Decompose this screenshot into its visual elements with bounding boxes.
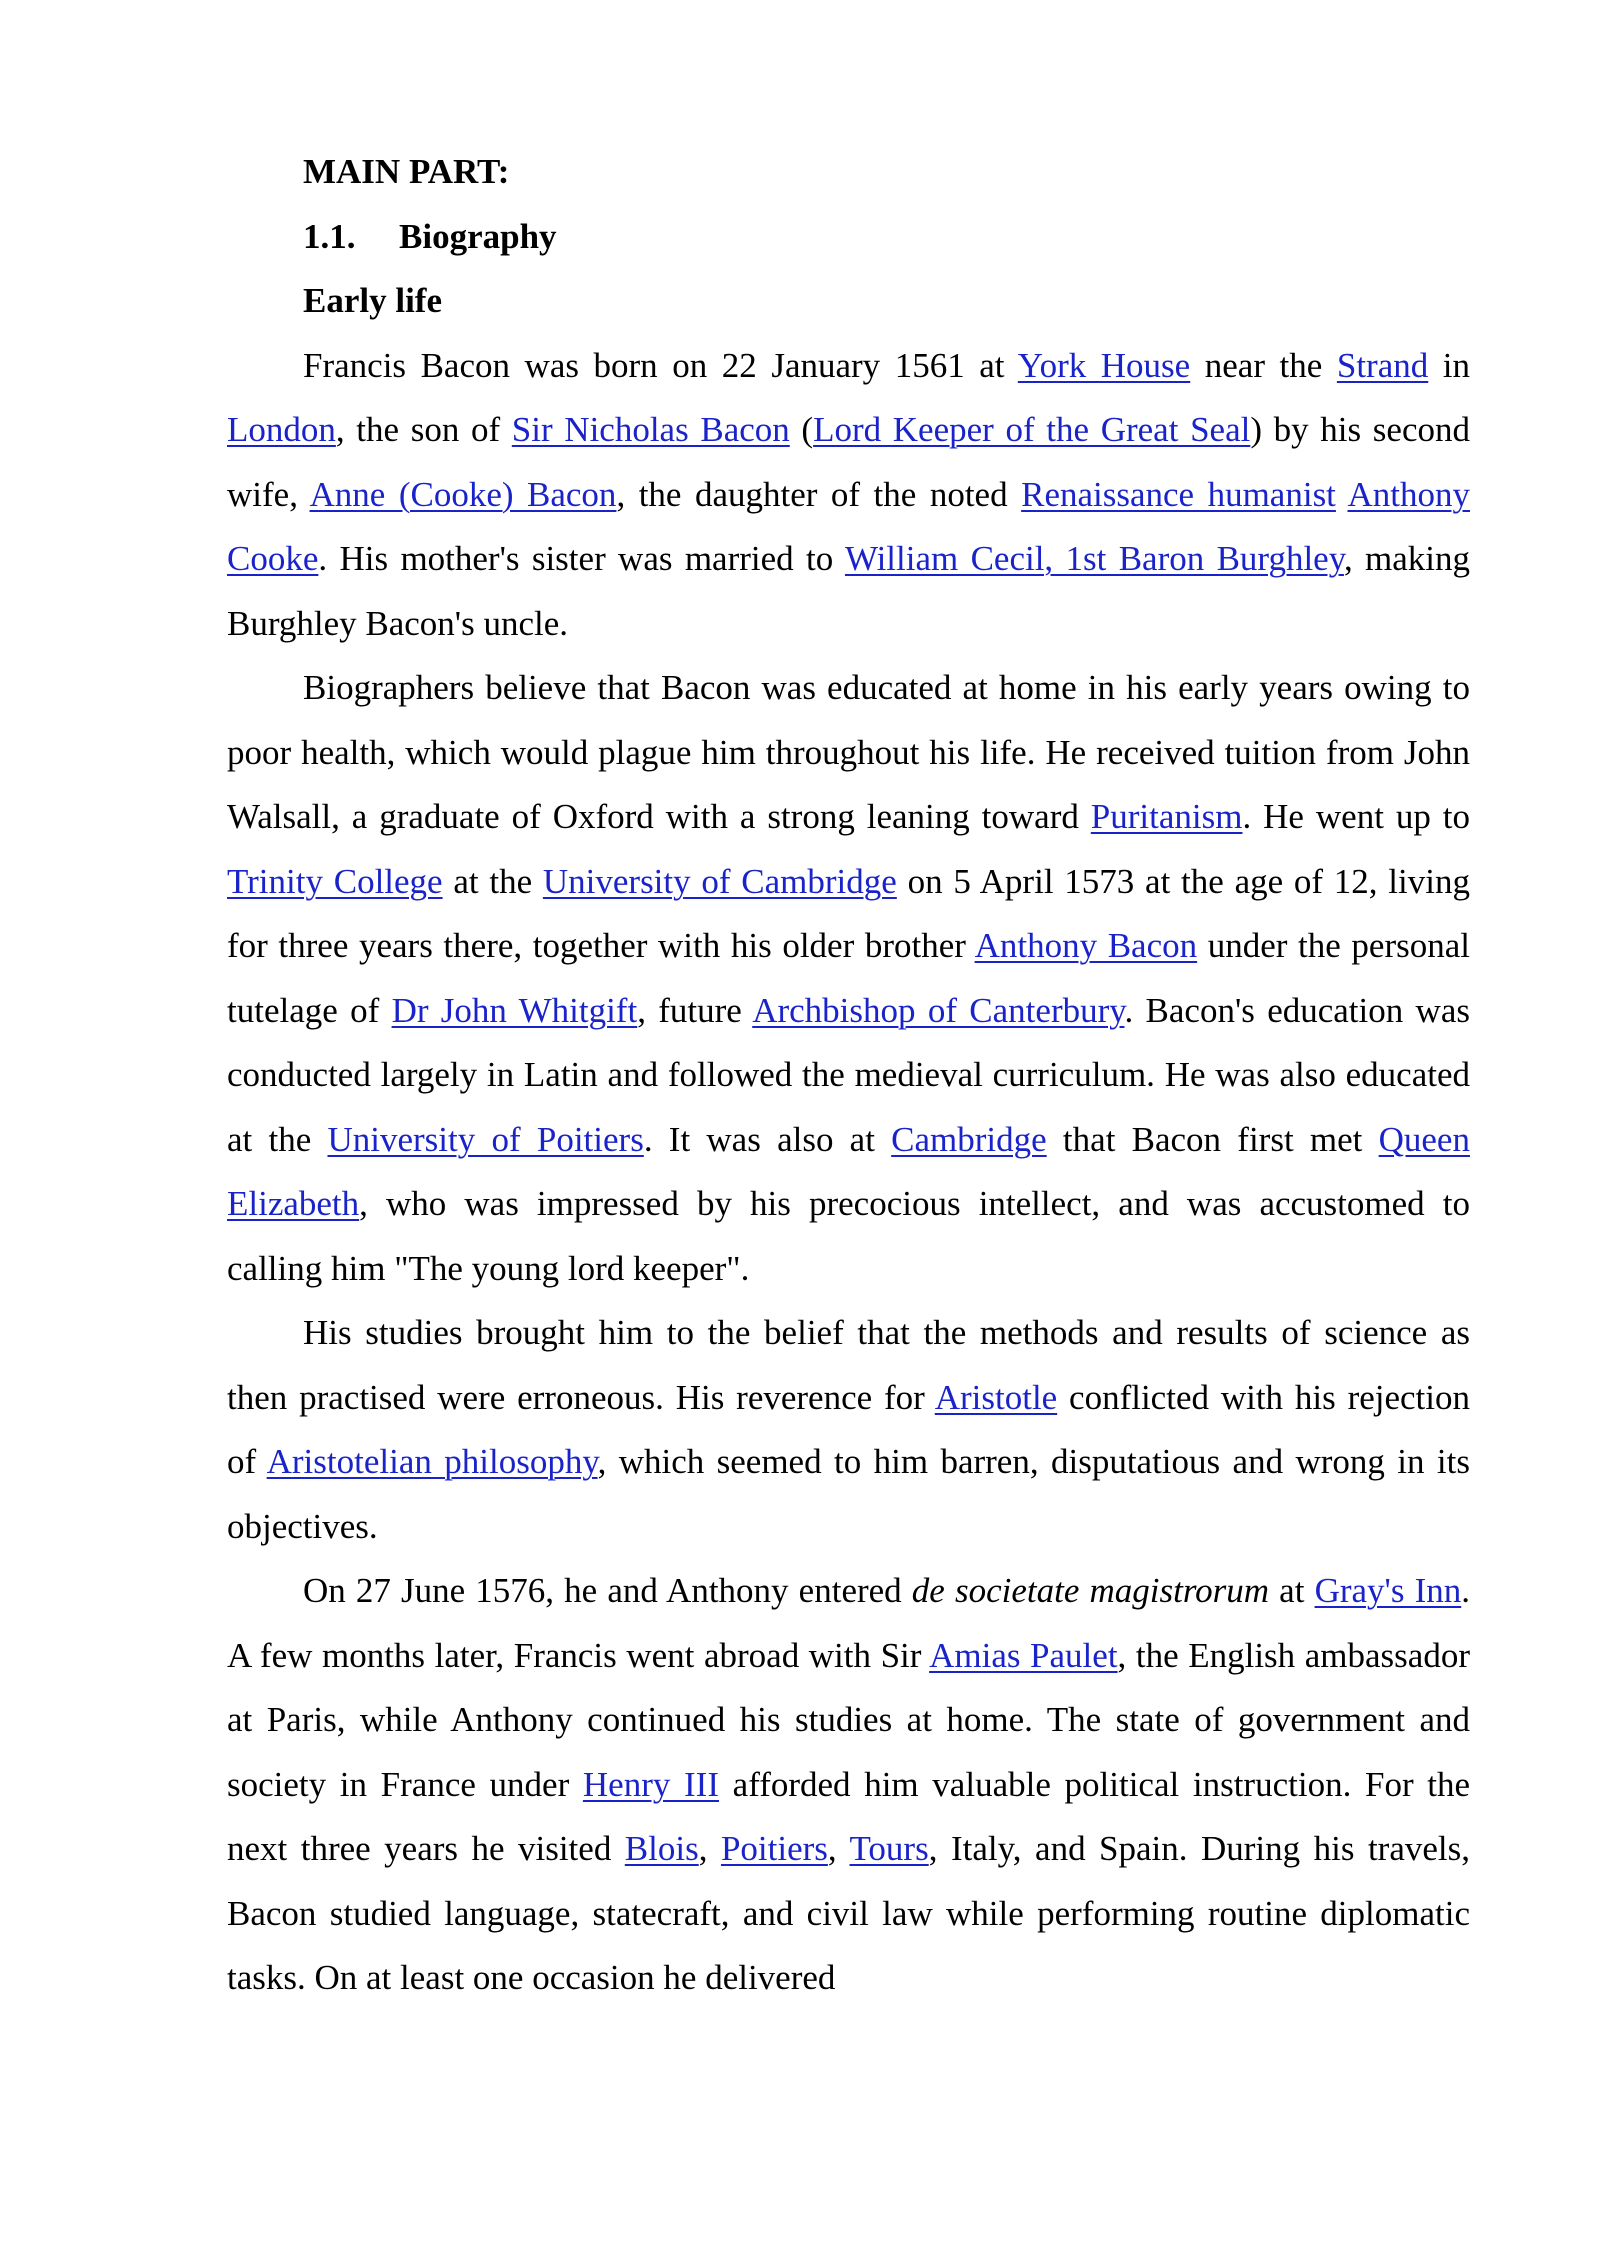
wiki-link[interactable]: Aristotelian philosophy [266, 1442, 598, 1481]
section-number: 1.1. [303, 216, 356, 256]
wiki-link[interactable]: University of Poitiers [327, 1119, 644, 1159]
paragraph-text: On 27 June 1576, he and Anthony entered [303, 1571, 912, 1610]
wiki-link[interactable]: Tours [849, 1829, 929, 1868]
paragraph-text: , Italy, and Spain. During his travels, Bacon studied language, statecraft, and civil law while performing routine diplomatic tasks. On at least one occasion he delivered [227, 1829, 1470, 1997]
paragraph-text: conflicted with his rejection of [227, 1377, 1470, 1481]
section-title: Biography [399, 216, 557, 256]
paragraph-text: . Bacon's education was conducted largely in Latin and followed the medieval curriculum. He was also educated at the [227, 990, 1470, 1159]
wiki-link[interactable]: Lord Keeper of the Great Seal [813, 410, 1251, 449]
paragraph-text: on 5 April 1573 at the age of 12, living for three years there, together with his older brother [227, 861, 1470, 965]
paragraph-text: . His mother's sister was married to [318, 539, 845, 578]
section-heading [227, 205, 1470, 270]
paragraph-text: , who was impressed by his precocious intellect, and was accustomed to calling him "The young lord keeper". [227, 1184, 1470, 1288]
paragraph-text: , which seemed to him barren, disputatious and wrong in its objectives. [227, 1442, 1470, 1546]
wiki-link[interactable]: Archbishop of Canterbury [752, 990, 1125, 1030]
wiki-link[interactable]: Trinity College [227, 861, 443, 901]
wiki-link[interactable]: Strand [1336, 345, 1429, 385]
paragraph-text: in [1428, 345, 1471, 385]
paragraph-text: Biographers believe that Bacon was educated at home in his early years owing to poor health, which would plague him throughout his life. He received tuition from John Walsall, a graduate of Oxford with a strong leaning toward [227, 668, 1470, 836]
paragraph-text: , the son of [335, 410, 512, 449]
paragraph-text: that Bacon first met [1046, 1119, 1379, 1159]
wiki-link[interactable]: Gray's Inn [1314, 1571, 1462, 1610]
wiki-link[interactable]: Anthony Bacon [974, 926, 1198, 965]
subsection-title: Early life [303, 281, 442, 320]
body-paragraph [227, 1301, 1470, 1559]
paragraph-text: Francis Bacon was born on 22 January 1561 at [303, 345, 1018, 385]
paragraph-text: under the personal tutelage of [227, 926, 1470, 1030]
paragraph-text: , the English ambassador at Paris, while Anthony continued his studies at home. The state of government and society in France under [227, 1635, 1470, 1804]
paragraph-text: , making Burghley Bacon's uncle. [227, 539, 1471, 643]
paragraph-text: . It was also at [643, 1119, 892, 1159]
document-page [227, 140, 1470, 2011]
wiki-link[interactable]: Amias Paulet [929, 1635, 1118, 1675]
wiki-link[interactable]: Cambridge [891, 1119, 1047, 1159]
wiki-link[interactable]: Anthony Cooke [227, 474, 1470, 578]
paragraph-text: . He went up to [1242, 797, 1470, 836]
wiki-link[interactable]: University of Cambridge [542, 861, 897, 901]
paragraph-text: , the daughter of the noted [616, 474, 1022, 514]
paragraph-text: ( [789, 410, 814, 449]
paragraph-text [1336, 475, 1348, 514]
body-paragraph [227, 1559, 1470, 2011]
paragraph-text: afforded him valuable political instruction. For the next three years he visited [227, 1764, 1471, 1868]
paragraph-text: at the [442, 861, 543, 901]
paragraph-text: at [1269, 1571, 1315, 1610]
wiki-link[interactable]: London [227, 410, 336, 449]
wiki-link[interactable]: Renaissance humanist [1021, 474, 1336, 514]
wiki-link[interactable]: Henry III [582, 1764, 719, 1804]
wiki-link[interactable]: Anne (Cooke) Bacon [309, 474, 617, 514]
paragraph-text: . A few months later, Francis went abroad with Sir [227, 1571, 1470, 1675]
subsection-heading [227, 269, 1470, 334]
body-paragraph [227, 656, 1470, 1301]
wiki-link[interactable]: Puritanism [1090, 797, 1243, 836]
paragraph-text: , [698, 1829, 721, 1868]
paragraph-text: , future [637, 990, 753, 1030]
wiki-link[interactable]: Poitiers [720, 1829, 828, 1868]
main-part-label: MAIN PART: [303, 152, 510, 191]
wiki-link[interactable]: York House [1017, 345, 1191, 385]
main-part-heading [227, 140, 1470, 205]
wiki-link[interactable]: Queen Elizabeth [227, 1119, 1470, 1223]
wiki-link[interactable]: Dr John Whitgift [391, 990, 638, 1030]
wiki-link[interactable]: Aristotle [934, 1377, 1058, 1417]
italic-text: de societate magistrorum [911, 1571, 1270, 1610]
paragraph-text: near the [1190, 345, 1337, 385]
paragraph-text: His studies brought him to the belief that the methods and results of science as then practised were erroneous. His reverence for [227, 1313, 1470, 1417]
body-paragraph [227, 334, 1470, 657]
body-text [227, 334, 1470, 2011]
paragraph-text: ) by his second wife, [227, 410, 1470, 514]
wiki-link[interactable]: Blois [624, 1829, 699, 1868]
paragraph-text: , [827, 1829, 850, 1868]
wiki-link[interactable]: William Cecil, 1st Baron Burghley [844, 539, 1344, 578]
wiki-link[interactable]: Sir Nicholas Bacon [511, 410, 790, 449]
